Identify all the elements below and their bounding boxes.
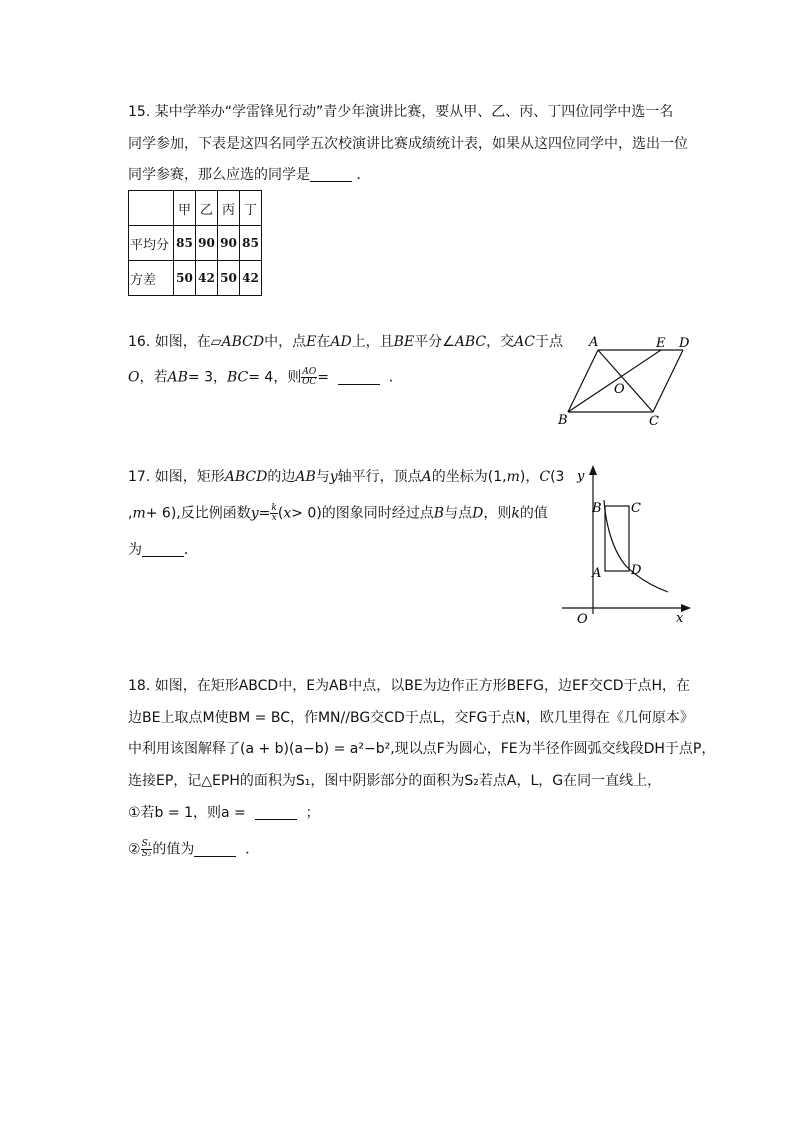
- q17-text: =: [258, 505, 271, 522]
- q16-math: E: [306, 334, 317, 350]
- q15-line-3-text: 同学参赛，那么应选的同学是: [128, 167, 310, 183]
- fraction-numerator: k: [271, 503, 277, 513]
- q16-math: AC: [514, 334, 535, 350]
- label-o: O: [577, 612, 588, 627]
- q16-text: = 3，: [187, 369, 227, 386]
- label-o: O: [614, 382, 625, 397]
- table-row: [129, 226, 262, 261]
- table-cell: 42: [240, 261, 262, 296]
- q17-text: 轴平行，顶点: [337, 469, 422, 485]
- q18-line-2: 边BE上取点M使BM = BC，作MN//BG交CD于点L，交FG于点N，欧几里得在《几何原本》: [128, 710, 694, 726]
- q17-text: > 0)的图象同时经过点: [291, 505, 434, 522]
- table-header-cell: 乙: [196, 191, 218, 226]
- q18-answer-blank-1[interactable]: [255, 805, 297, 820]
- fraction-denominator: S₂: [141, 849, 152, 859]
- q18-line-1: 18. 如图，在矩形ABCD中，E为AB中点，以BE为边作正方形BEFG，边EF交CD于点H，在: [128, 678, 691, 694]
- q17-line-2: [128, 504, 548, 523]
- q17-text: ，则: [483, 505, 512, 522]
- q17-hyperbola-figure: [556, 462, 696, 628]
- label-e: E: [656, 336, 666, 351]
- q17-text: 的坐标为(1,: [431, 469, 507, 485]
- q17-math: y: [250, 505, 259, 522]
- q16-math: O: [128, 369, 140, 386]
- q17-text: 的值: [519, 505, 548, 522]
- diagonal-ac: [598, 350, 653, 412]
- label-c: C: [649, 414, 659, 429]
- q16-text: 平分∠: [414, 334, 455, 350]
- edge-dc: [653, 350, 683, 412]
- table-cell: 42: [196, 261, 218, 296]
- q17-text: (: [277, 505, 284, 522]
- q17-answer-blank[interactable]: [142, 542, 184, 557]
- q16-line-2: [128, 368, 403, 387]
- fraction-denominator: x: [271, 513, 277, 523]
- q17-text: 的边: [267, 469, 296, 485]
- q18-answer-blank-2[interactable]: [194, 842, 236, 857]
- q15-score-table: [128, 190, 262, 296]
- row-label: 方差: [129, 261, 174, 296]
- q16-text: ，交: [486, 334, 515, 350]
- table-cell: 50: [218, 261, 240, 296]
- label-c: C: [631, 501, 641, 516]
- q18-text: ①若b = 1，则a =: [128, 805, 246, 821]
- table-cell: 85: [240, 226, 262, 261]
- q16-math: ▱ABCD: [210, 334, 265, 350]
- q15-line-3-end: ．: [356, 167, 371, 183]
- label-d: D: [679, 336, 690, 351]
- q16-math: BE: [393, 334, 415, 350]
- q17-text: + 6),反比例函数: [145, 505, 251, 522]
- q15-line-3: [128, 166, 370, 184]
- q18-text: 的值为: [152, 841, 195, 858]
- q15-answer-blank[interactable]: [310, 167, 352, 182]
- q16-text: 中，点: [264, 334, 307, 350]
- table-cell: 90: [196, 226, 218, 261]
- q16-math: AB: [167, 369, 188, 386]
- q17-text: 与点: [444, 505, 473, 522]
- segment-be: [568, 350, 661, 412]
- q17-math: x: [283, 505, 292, 522]
- q16-text: =: [317, 369, 329, 386]
- q16-text: = 4，则: [248, 369, 302, 386]
- q16-text: 上，且: [351, 334, 394, 350]
- row-label: 平均分: [129, 226, 174, 261]
- q17-math: k: [511, 505, 520, 522]
- table-header-cell: 丙: [218, 191, 240, 226]
- q16-text: ，若: [139, 369, 168, 386]
- table-cell: 90: [218, 226, 240, 261]
- q16-math: ABC: [454, 334, 487, 350]
- q18-line-5: [128, 804, 320, 822]
- q18-line-6-end: ．: [245, 841, 260, 858]
- q18-fraction: [141, 840, 153, 859]
- q15-line-2: 同学参加，下表是这四名同学五次校演讲比赛成绩统计表，如果从这四位同学中，选出一位: [128, 136, 688, 152]
- table-row: [129, 191, 262, 226]
- q17-math: AB: [295, 469, 316, 485]
- table-header-cell: 丁: [240, 191, 262, 226]
- q17-text: 与: [315, 469, 330, 485]
- label-b: B: [592, 501, 602, 516]
- q17-math: m: [506, 469, 520, 485]
- q16-text: 16. 如图，在: [128, 334, 211, 350]
- q17-math: m: [132, 505, 146, 522]
- table-row: [129, 261, 262, 296]
- q17-math: ABCD: [224, 469, 268, 485]
- label-a: A: [589, 335, 599, 350]
- q17-line-3: [128, 541, 198, 559]
- label-x: x: [676, 611, 684, 626]
- q15-line-1: 15. 某中学举办“学雷锋见行动”青少年演讲比赛，要从甲、乙、丙、丁四位同学中选一名: [128, 104, 674, 120]
- q17-fraction: [270, 504, 277, 523]
- q17-math: B: [433, 505, 445, 522]
- q17-line-3-end: ．: [184, 542, 198, 558]
- q17-text: 为: [128, 542, 142, 558]
- fraction-numerator: AO: [302, 367, 317, 377]
- q17-math: A: [421, 469, 432, 485]
- q16-line-1: [128, 333, 563, 351]
- q17-math: C: [539, 469, 551, 485]
- q17-text: ,: [128, 505, 133, 522]
- q17-text: 17. 如图，矩形: [128, 469, 225, 485]
- q17-line-1: [128, 468, 564, 486]
- label-y: y: [577, 469, 585, 484]
- q17-math: y: [329, 469, 338, 485]
- q16-text: 于点: [534, 334, 563, 350]
- q18-line-3: 中利用该图解释了(a + b)(a−b) = a²−b²,现以点F为圆心，FE为半径作圆弧交线段DH于点P，: [128, 741, 716, 757]
- q16-text: 在: [316, 334, 331, 350]
- table-cell: 85: [174, 226, 196, 261]
- q16-fraction: [301, 368, 317, 387]
- label-b: B: [558, 413, 568, 428]
- q16-answer-blank[interactable]: [338, 370, 380, 385]
- q18-text: ②: [128, 841, 141, 858]
- label-d: D: [631, 563, 642, 578]
- fraction-numerator: S₁: [141, 839, 152, 849]
- fraction-denominator: OC: [302, 377, 317, 387]
- q18-line-5-end: ；: [305, 805, 320, 821]
- rectangle-abcd: [605, 506, 629, 571]
- q17-text: )，: [519, 469, 540, 485]
- table-header-cell: [129, 191, 174, 226]
- q16-math: AD: [330, 334, 352, 350]
- q16-line-2-end: ．: [388, 369, 403, 386]
- q17-text: (3: [550, 469, 565, 485]
- q16-math: BC: [226, 369, 249, 386]
- y-axis-arrow-icon: [589, 465, 597, 475]
- q17-math: D: [472, 505, 484, 522]
- q16-parallelogram-figure: [552, 332, 702, 432]
- table-header-cell: 甲: [174, 191, 196, 226]
- table-cell: 50: [174, 261, 196, 296]
- label-a: A: [592, 566, 602, 581]
- q18-line-4: 连接EP，记△EPH的面积为S₁，图中阴影部分的面积为S₂若点A，L，G在同一直线上，: [128, 773, 662, 789]
- q18-line-6: [128, 840, 259, 859]
